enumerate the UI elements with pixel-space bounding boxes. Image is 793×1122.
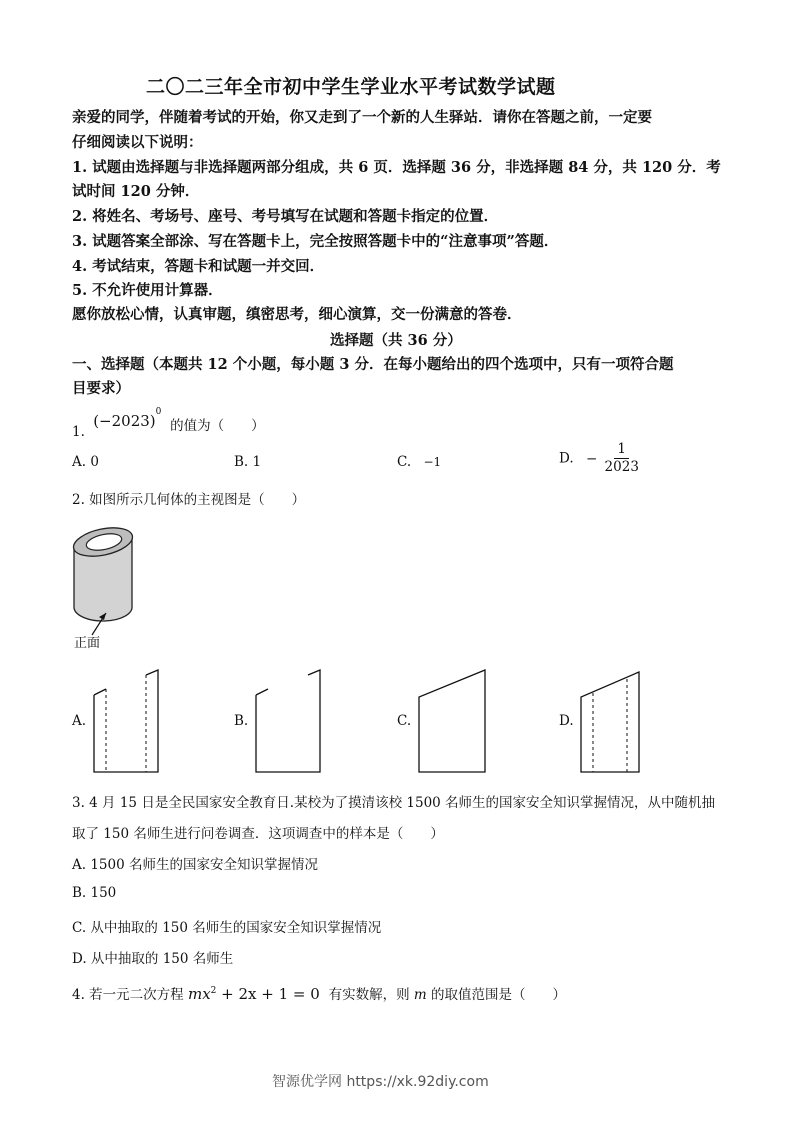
note-closing: 愿你放松心情，认真审题，缜密思考，细心演算，交一份满意的答卷． xyxy=(72,306,522,323)
section-instructions-1: 一、选择题（本题共 12 个小题，每小题 3 分．在每小题给出的四个选项中，只有一项符合题 xyxy=(72,356,674,373)
intro-line-2: 仔细阅读以下说明： xyxy=(72,134,203,151)
footer-watermark: 智源优学网 https://xk.92diy.com xyxy=(272,1074,489,1090)
question-4-variable: m xyxy=(413,987,427,1003)
fraction-numerator: 1 xyxy=(614,441,629,459)
q2-option-c-figure xyxy=(413,667,493,777)
q2-option-b-label[interactable]: B. xyxy=(234,713,249,729)
note-4: 4. 考试结束，答题卡和试题一并交回． xyxy=(72,258,325,275)
question-4-equation xyxy=(188,985,325,1003)
q1-option-d[interactable] xyxy=(559,441,642,476)
fraction-denominator: 2023 xyxy=(604,459,639,475)
note-5: 5. 不允许使用计算器． xyxy=(72,282,223,299)
question-1-expression xyxy=(93,407,166,430)
note-2: 2. 将姓名、考场号、座号、考号填写在试题和答题卡指定的位置． xyxy=(72,208,499,225)
q2-option-a-label[interactable]: A. xyxy=(72,713,87,729)
question-4-tail: 的取值范围是（ ） xyxy=(430,987,566,1003)
option-c-label: C. xyxy=(397,454,412,470)
equation-rest: + 2x + 1 = 0 xyxy=(216,985,320,1003)
question-4-lead: 4. 若一元二次方程 xyxy=(72,987,184,1003)
question-1-number: 1. xyxy=(72,424,85,440)
question-2-stem: 2. 如图所示几何体的主视图是（ ） xyxy=(72,492,306,508)
note-1-cont: 试时间 120 分钟． xyxy=(72,183,200,200)
equation-term-mx: mx xyxy=(187,985,211,1003)
question-4-mid: 有实数解，则 xyxy=(328,987,410,1003)
equation-exponent: 2 xyxy=(210,986,217,996)
expression-base: (−2023) xyxy=(93,412,156,430)
q3-option-a[interactable]: A. 1500 名师生的国家安全知识掌握情况 xyxy=(72,857,318,873)
question-3-line-1: 3. 4 月 15 日是全民国家安全教育日.某校为了摸清该校 1500 名师生的国家安全知识掌握情况，从中随机抽 xyxy=(72,795,716,811)
note-1: 1. 试题由选择题与非选择题两部分组成，共 6 页．选择题 36 分，非选择题 84 分，共 120 分．考 xyxy=(72,159,721,176)
intro-line-1: 亲爱的同学，伴随着考试的开始，你又走到了一个新的人生驿站．请你在答题之前，一定要 xyxy=(72,109,652,126)
q1-option-c[interactable] xyxy=(397,454,441,470)
q2-option-c-label[interactable]: C. xyxy=(397,713,412,729)
note-3: 3. 试题答案全部涂、写在答题卡上，完全按照答题卡中的“注意事项”答题． xyxy=(72,233,559,250)
expression-exponent: 0 xyxy=(155,407,162,417)
option-d-sign: − xyxy=(585,450,598,467)
option-d-fraction xyxy=(602,441,642,476)
section-heading: 选择题（共 36 分） xyxy=(330,332,462,349)
section-instructions-2: 目要求） xyxy=(72,380,130,397)
q3-option-b[interactable]: B. 150 xyxy=(72,885,117,901)
q1-option-b[interactable]: B. 1 xyxy=(234,454,262,470)
page-title: 二〇二三年全市初中学生学业水平考试数学试题 xyxy=(146,76,556,98)
option-d-label: D. xyxy=(559,450,574,467)
q3-option-d[interactable]: D. 从中抽取的 150 名师生 xyxy=(72,951,234,967)
question-1-tail: 的值为（ ） xyxy=(170,418,265,434)
q2-option-a-figure xyxy=(88,667,163,777)
question-3-line-2: 取了 150 名师生进行问卷调查．这项调查中的样本是（ ） xyxy=(72,826,444,842)
question-4 xyxy=(72,983,566,1003)
question-1 xyxy=(72,407,265,440)
q2-option-d-label[interactable]: D. xyxy=(559,713,574,729)
q3-option-c[interactable]: C. 从中抽取的 150 名师生的国家安全知识掌握情况 xyxy=(72,920,382,936)
front-view-label: 正面 xyxy=(74,636,101,651)
option-c-value: −1 xyxy=(423,455,442,469)
q1-option-a[interactable]: A. 0 xyxy=(72,454,99,470)
q2-option-b-figure xyxy=(250,667,325,777)
q2-option-d-figure xyxy=(575,667,655,777)
